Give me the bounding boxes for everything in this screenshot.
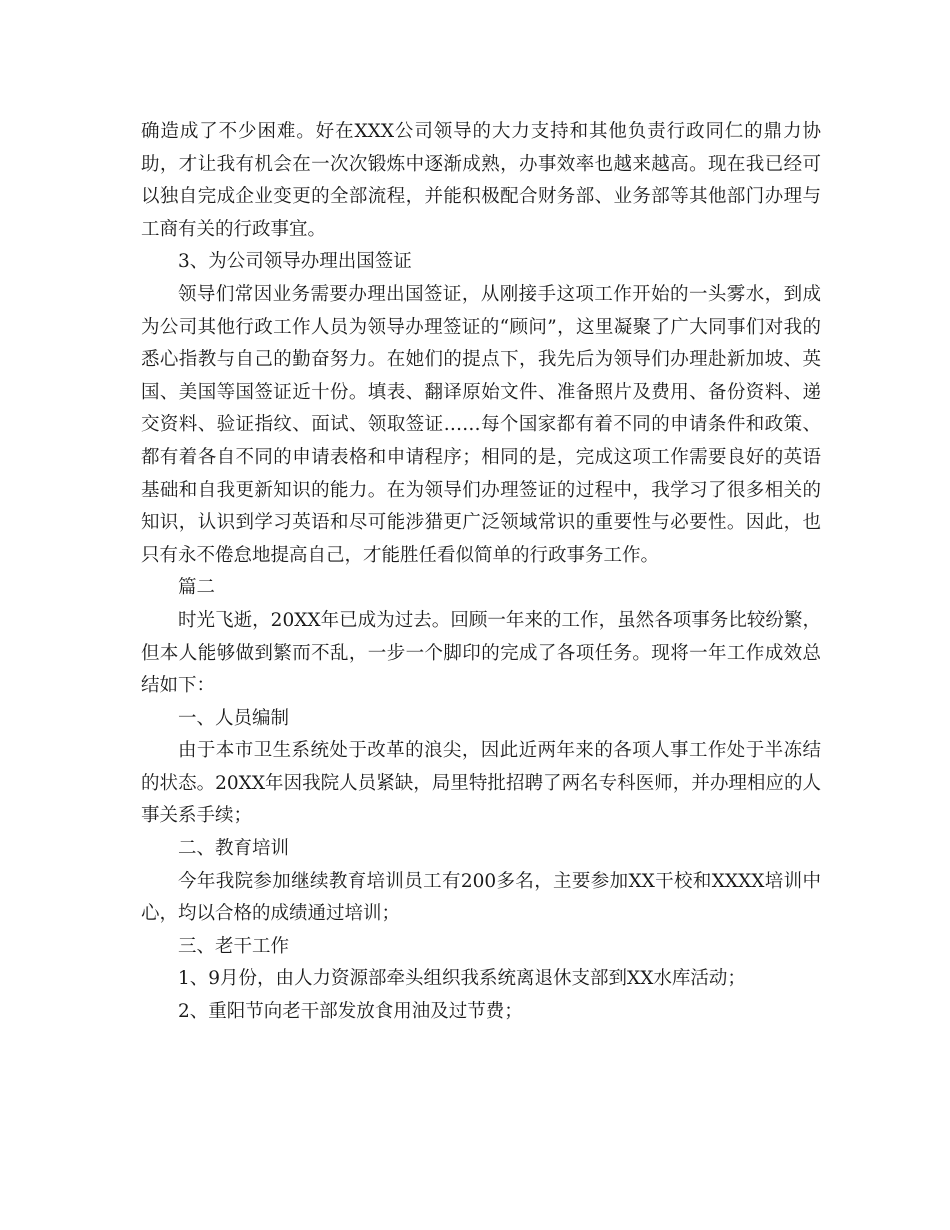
document-body bbox=[141, 116, 821, 1029]
list-item: 1、9月份，由人力资源部牵头组织我系统离退休支部到XX水库活动； bbox=[178, 968, 746, 990]
section-heading-part-two: 篇二 bbox=[178, 577, 216, 599]
paragraph-continued: 确造成了不少困难。好在XXX公司领导的大力支持和其他负责行政同仁的鼎力协助，才让我有机会在一次次锻炼中逐渐成熟，办事效率也越来越高。现在我已经可以独自完成企业变更的全部流程，并能积极配合财务部、业务部等其他部门办理与工商有关的行政事宜。 bbox=[141, 121, 821, 240]
paragraph-intro: 时光飞逝，20XX年已成为过去。回顾一年来的工作，虽然各项事务比较纷繁，但本人能够做到繁而不乱，一步一个脚印的完成了各项任务。现将一年工作成效总结如下： bbox=[141, 609, 821, 697]
list-item: 2、重阳节向老干部发放食用油及过节费； bbox=[178, 1001, 523, 1023]
section-heading-visa: 3、为公司领导办理出国签证 bbox=[178, 251, 412, 273]
paragraph-staffing: 由于本市卫生系统处于改革的浪尖，因此近两年来的各项人事工作处于半冻结的状态。20XX年因我院人员紧缺，局里特批招聘了两名专科医师，并办理相应的人事关系手续； bbox=[141, 740, 821, 827]
section-heading-retirees: 三、老干工作 bbox=[178, 935, 290, 957]
section-heading-staffing: 一、人员编制 bbox=[178, 707, 290, 729]
section-heading-training: 二、教育培训 bbox=[178, 838, 290, 860]
paragraph-visa: 领导们常因业务需要办理出国签证，从刚接手这项工作开始的一头雾水，到成为公司其他行政工作人员为领导办理签证的“顾问”，这里凝聚了广大同事们对我的悉心指教与自己的勤奋努力。在她们的提点下，我先后为领导们办理赴新加坡、英国、美国等国签证近十份。填表、翻译原始文件、准备照片及费用、备份资料、递交资料、验证指纹、面试、领取签证……每个国家都有着不同的申请条件和政策、都有着各自不同的申请表格和申请程序；相同的是，完成这项工作需要良好的英语基础和自我更新知识的能力。在为领导们办理签证的过程中，我学习了很多相关的知识，认识到学习英语和尽可能涉猎更广泛领域常识的重要性与必要性。因此，也只有永不倦怠地提高自己，才能胜任看似简单的行政事务工作。 bbox=[141, 283, 821, 566]
paragraph-training: 今年我院参加继续教育培训员工有200多名，主要参加XX干校和XXXX培训中心，均以合格的成绩通过培训； bbox=[141, 870, 821, 925]
